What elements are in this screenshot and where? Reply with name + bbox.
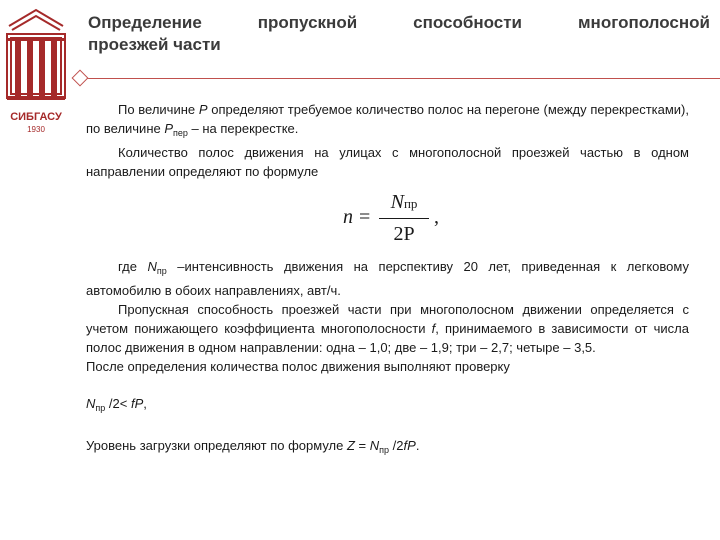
text: определяют требуемое количество полос на перегоне (между перекрестками), по величине <box>86 102 689 136</box>
paragraph-5: После определения количества полос движения выполняют проверку <box>86 359 510 374</box>
text: Уровень загрузки определяют по формуле <box>86 438 347 453</box>
subscript: пр <box>95 403 106 413</box>
spacer <box>86 418 689 436</box>
title-word: пропускной <box>257 13 358 32</box>
title-word: способности <box>413 13 523 32</box>
formula-lhs: n <box>343 206 353 228</box>
var-p: P <box>198 102 208 117</box>
text: –интенсивность движения на перспективу 20 лет, приведенная к легковому автомобилю в обоих направлениях, авт/ч. <box>86 259 689 298</box>
var-f: f <box>431 321 436 336</box>
text: По величине <box>118 102 199 117</box>
title-word: многополосной <box>577 13 710 32</box>
var-n: N <box>390 191 404 213</box>
paragraph-6 <box>86 436 689 460</box>
subscript: пр <box>156 266 167 276</box>
text: = <box>354 438 370 453</box>
formula-fraction <box>379 189 429 248</box>
subscript: пр <box>403 196 418 211</box>
title-divider <box>80 78 720 79</box>
divider-diamond <box>72 70 89 87</box>
text: , принимаемого в зависимости от числа полос движения в одном направлении: одна – 1,0; две – 1,9; три – 2,7; четыре – 3,5. <box>86 321 689 355</box>
logo-year: 1930 <box>27 125 45 134</box>
spacer <box>86 376 689 394</box>
text: . <box>415 438 420 453</box>
var-f: f <box>130 396 135 411</box>
fraction-bar <box>379 218 429 219</box>
text: Пропускная способность проезжей части при многополосном движении определяется с учетом понижающего коэффициента многополосности <box>86 302 689 336</box>
var-p: P <box>134 396 144 411</box>
subscript: пер <box>173 128 188 138</box>
formula-numerator <box>379 189 429 216</box>
var-z: Z <box>346 438 355 453</box>
subscript: пр <box>379 445 390 455</box>
var-p: P <box>164 121 174 136</box>
page-title <box>88 12 710 56</box>
var-n: N <box>369 438 380 453</box>
text: /2< <box>105 396 131 411</box>
var-n: N <box>86 396 96 411</box>
text: , <box>143 396 147 411</box>
check-inequality <box>86 394 689 418</box>
text: /2 <box>389 438 404 453</box>
text: – на перекрестке. <box>187 121 299 136</box>
paragraph-4 <box>86 300 689 357</box>
university-logo <box>3 8 69 138</box>
var-n: N <box>147 259 157 274</box>
title-word: Определение <box>88 13 202 32</box>
document-body <box>86 100 689 460</box>
lane-count-formula <box>86 189 689 251</box>
var-p: P <box>407 438 416 453</box>
formula-equals: = <box>359 206 371 228</box>
formula-denominator: 2P <box>393 223 415 245</box>
logo-text: СИБГАСУ <box>10 111 62 123</box>
title-line2: проезжей части <box>88 35 221 54</box>
var-f: f <box>403 438 408 453</box>
paragraph-2: Количество полос движения на улицах с многополосной проезжей частью в одном направлении определяют по формуле <box>86 145 689 179</box>
paragraph-1 <box>86 100 689 143</box>
paragraph-3 <box>86 257 689 300</box>
text: где <box>118 259 148 274</box>
formula-comma: , <box>434 206 439 228</box>
